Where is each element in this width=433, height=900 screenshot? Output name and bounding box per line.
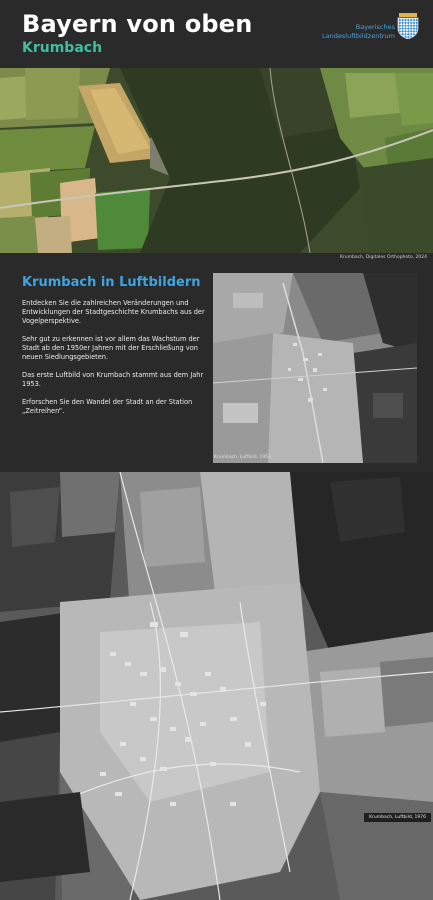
bottom-photo-caption: Krumbach, Luftbild, 1976 — [364, 813, 431, 822]
section-heading: Krumbach in Luftbildern — [22, 275, 201, 290]
header — [0, 0, 433, 68]
page-subtitle: Krumbach — [22, 40, 103, 56]
org-line-1: Bayerisches — [355, 23, 395, 31]
organization-name — [322, 23, 395, 40]
paragraph-intro: Entdecken Sie die zahlreichen Veränderungen und Entwicklungen der Stadtgeschichte Krumbachs aus der Vogelperspektive. — [22, 299, 205, 325]
top-photo-caption: Krumbach, Digitales Orthophoto, 2024 — [339, 255, 427, 260]
org-line-2: Landesluftbildzentrum — [322, 31, 395, 40]
photo-1953-caption: Krumbach, Luftbild, 1953 — [214, 455, 271, 460]
paragraph-growth: Sehr gut zu erkennen ist vor allem das Wachstum der Stadt ab den 1950er Jahren mit der Erschließung von neuen Siedlungsgebieten. — [22, 335, 200, 361]
aerial-photo-1953 — [213, 273, 417, 463]
page-title: Bayern von oben — [22, 10, 253, 38]
paragraph-first-photo: Das erste Luftbild von Krumbach stammt aus dem Jahr 1953. — [22, 371, 204, 388]
bavarian-crest-icon — [397, 13, 419, 39]
aerial-photo-1976 — [0, 472, 433, 900]
paragraph-station: Erforschen Sie den Wandel der Stadt an der Station „Zeitreihen“. — [22, 398, 193, 415]
aerial-photo-2024 — [0, 68, 433, 253]
